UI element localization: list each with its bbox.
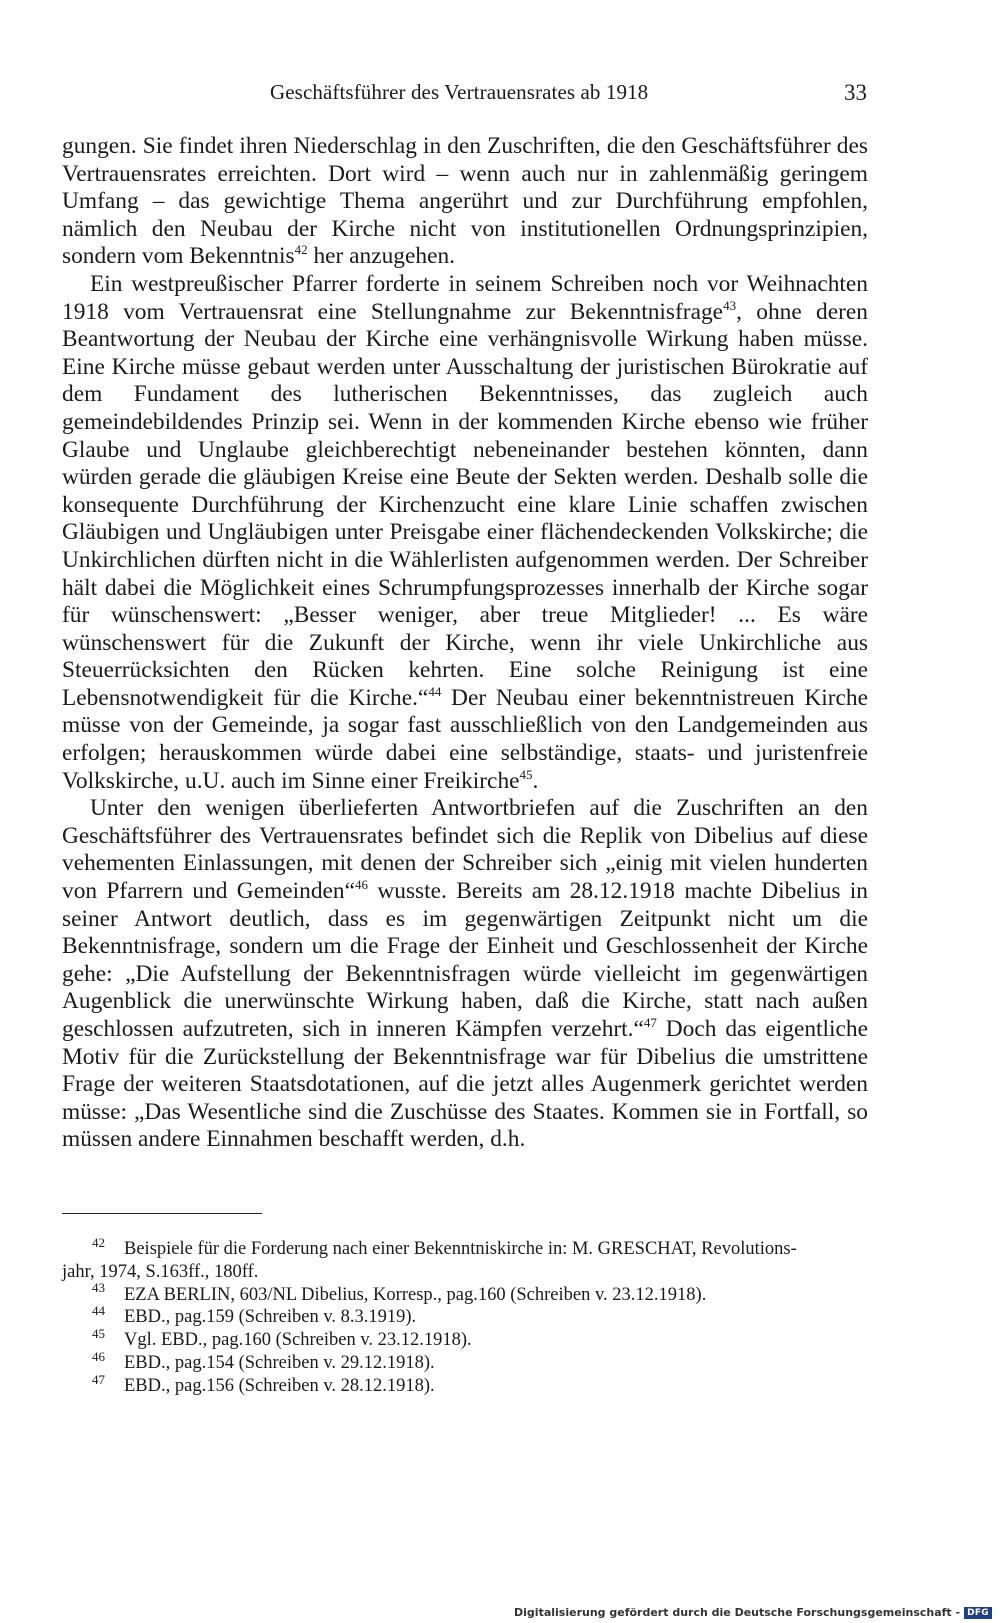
footnote-text: EBD., pag.159 (Schreiben v. 8.3.1919). xyxy=(124,1307,417,1328)
main-text xyxy=(62,133,868,1154)
paragraph-3-text-b: wusste. Bereits am 28.12.1918 machte Dibelius in seiner Antwort deutlich, dass es im gegenwärtigen Zeitpunkt nicht um die Bekenntnisfrage, sondern um die Frage der Einheit und Geschlossenheit der Kirche gehe: „Die Aufstellung der Bekenntnisfragen würde vielleicht im gegenwärtigen Augenblick die unerwünschte Wirkung haben, daß die Kirche, statt nach außen geschlossen aufzutreten, sich in inneren Kämpfen verzehrt.“ xyxy=(62,878,868,1042)
paragraph-1-text-a: gungen. Sie findet ihren Niederschlag in den Zuschriften, die den Geschäftsführer des Vertrauensrates erreichten. Dort wird – wenn auch nur in zahlenmäßig geringem Umfang – das gewichtige Thema angerührt und zur Durchführung empfohlen, nämlich den Neubau der Kirche nicht von institutionellen Ordnungsprinzipien, sondern vom Bekenntnis xyxy=(62,133,868,270)
page-number: 33 xyxy=(844,80,867,105)
footnote-text: EBD., pag.154 (Schreiben v. 29.12.1918). xyxy=(124,1352,435,1373)
footnote-ref-44: 44 xyxy=(428,684,442,700)
footnote-43: 43 EZA BERLIN, 603/NL Dibelius, Korresp., pag.160 (Schreiben v. 23.12.1918). xyxy=(92,1280,707,1305)
footnote-47: 47 EBD., pag.156 (Schreiben v. 28.12.1918). xyxy=(92,1371,435,1396)
digitization-credit xyxy=(514,1606,992,1619)
footnote-45: 45 Vgl. EBD., pag.160 (Schreiben v. 23.12.1918). xyxy=(92,1326,472,1351)
footnote-text: Beispiele für die Forderung nach einer Bekenntniskirche in: M. GRESCHAT, Revolutions- xyxy=(124,1239,797,1259)
paragraph-1-text-b: her anzugehen. xyxy=(307,243,456,270)
footnote-ref-42: 42 xyxy=(294,242,308,258)
footnotes xyxy=(62,1234,872,1398)
footnote-text: EBD., pag.156 (Schreiben v. 28.12.1918). xyxy=(124,1375,435,1396)
paragraph-3-text-c: Doch das eigentliche Motiv für die Zurückstellung der Bekenntnisfrage war für Dibelius die umstrittene Frage der weiteren Staatsdotationen, auf die jetzt alles Augenmerk gerichtet werden müsse: „Das Wesentliche sind die Zuschüsse des Staates. Kommen sie in Fortfall, so müssen andere Einnahmen beschafft werden, d.h. xyxy=(62,1016,868,1153)
paragraph-2-text-a: Ein westpreußischer Pfarrer forderte in seinem Schreiben noch vor Weihnachten 1918 vom Vertrauensrat eine Stellungnahme zur Bekenntnisfrage xyxy=(62,270,868,325)
footnote-46: 46 EBD., pag.154 (Schreiben v. 29.12.1918). xyxy=(92,1348,435,1373)
footnote-44: 44 EBD., pag.159 (Schreiben v. 8.3.1919). xyxy=(92,1303,417,1328)
dfg-logo: DFG xyxy=(964,1607,992,1619)
footnote-ref-46: 46 xyxy=(355,877,369,893)
paragraph-2 xyxy=(62,271,868,795)
footnote-text: Vgl. EBD., pag.160 (Schreiben v. 23.12.1918). xyxy=(124,1330,472,1351)
paragraph-3 xyxy=(62,795,868,1154)
paragraph-1 xyxy=(62,133,868,271)
footnote-divider xyxy=(62,1213,262,1214)
footnote-text: EZA BERLIN, 603/NL Dibelius, Korresp., pag.160 (Schreiben v. 23.12.1918). xyxy=(124,1284,707,1305)
footnote-text-continued: jahr, 1974, S.163ff., 180ff. xyxy=(62,1261,259,1282)
paragraph-2-text-c: Der Neubau einer bekenntnistreuen Kirche müsse von der Gemeinde, ja sogar fast ausschließlich von den Landgemeinden aus erfolgen; herauskommen würde dabei eine selbständige, staats- und juristenfreie Volkskirche, u.U. auch im Sinne einer Freikirche xyxy=(62,684,868,794)
footnote-ref-43: 43 xyxy=(723,297,737,313)
credit-text: Digitalisierung gefördert durch die Deutsche Forschungsgemeinschaft - xyxy=(514,1606,961,1619)
footnote-ref-45: 45 xyxy=(519,766,533,782)
paragraph-2-text-b: , ohne deren Beantwortung der Neubau der Kirche eine verhängnisvolle Wirkung haben müsse. Eine Kirche müsse gebaut werden unter Ausschaltung der juristischen Bürokratie auf dem Fundament des lutherischen Bekenntnisses, das zugleich auch gemeindebildendes Prinzip sei. Wenn in der kommenden Kirche ebenso wie früher Glaube und Unglaube gleichberechtigt nebeneinander bestehen könnten, dann würden gerade die gläubigen Kreise eine Beute der Sekten werden. Deshalb solle die konsequente Durchführung der Kirchenzucht eine klare Linie schaffen zwischen Gläubigen und Ungläubigen unter Preisgabe einer flächendeckenden Volkskirche; die Unkirchlichen dürften nicht in die Wählerlisten aufgenommen werden. Der Schreiber hält dabei die Möglichkeit eines Schrumpfungsprozesses innerhalb der Kirche sogar für wünschenswert: „Besser weniger, aber treue Mitglieder! ... Es wäre wünschenswert für die Zukunft der Kirche, wenn ihr viele Unkirchliche aus Steuerrücksichten den Rücken kehrten. Eine solche Reinigung ist eine Lebensnotwendigkeit für die Kirche.“ xyxy=(62,298,868,711)
footnote-ref-47: 47 xyxy=(643,1015,657,1031)
footnote-42: 42 Beispiele für die Forderung nach einer Bekenntniskirche in: M. GRESCHAT, Revolutions- jahr, 1974, S.163ff., 180ff. xyxy=(62,1238,872,1284)
paragraph-2-text-d: . xyxy=(532,767,539,794)
running-title: Geschäftsführer des Vertrauensrates ab 1918 xyxy=(270,80,649,104)
paragraph-3-text-a: Unter den wenigen überlieferten Antwortbriefen auf die Zuschriften an den Geschäftsführer des Vertrauensrates befindet sich die Replik von Dibelius auf diese vehementen Einlassungen, mit denen der Schreiber sich „einig mit vielen hunderten von Pfarrern und Gemeinden“ xyxy=(62,795,868,905)
